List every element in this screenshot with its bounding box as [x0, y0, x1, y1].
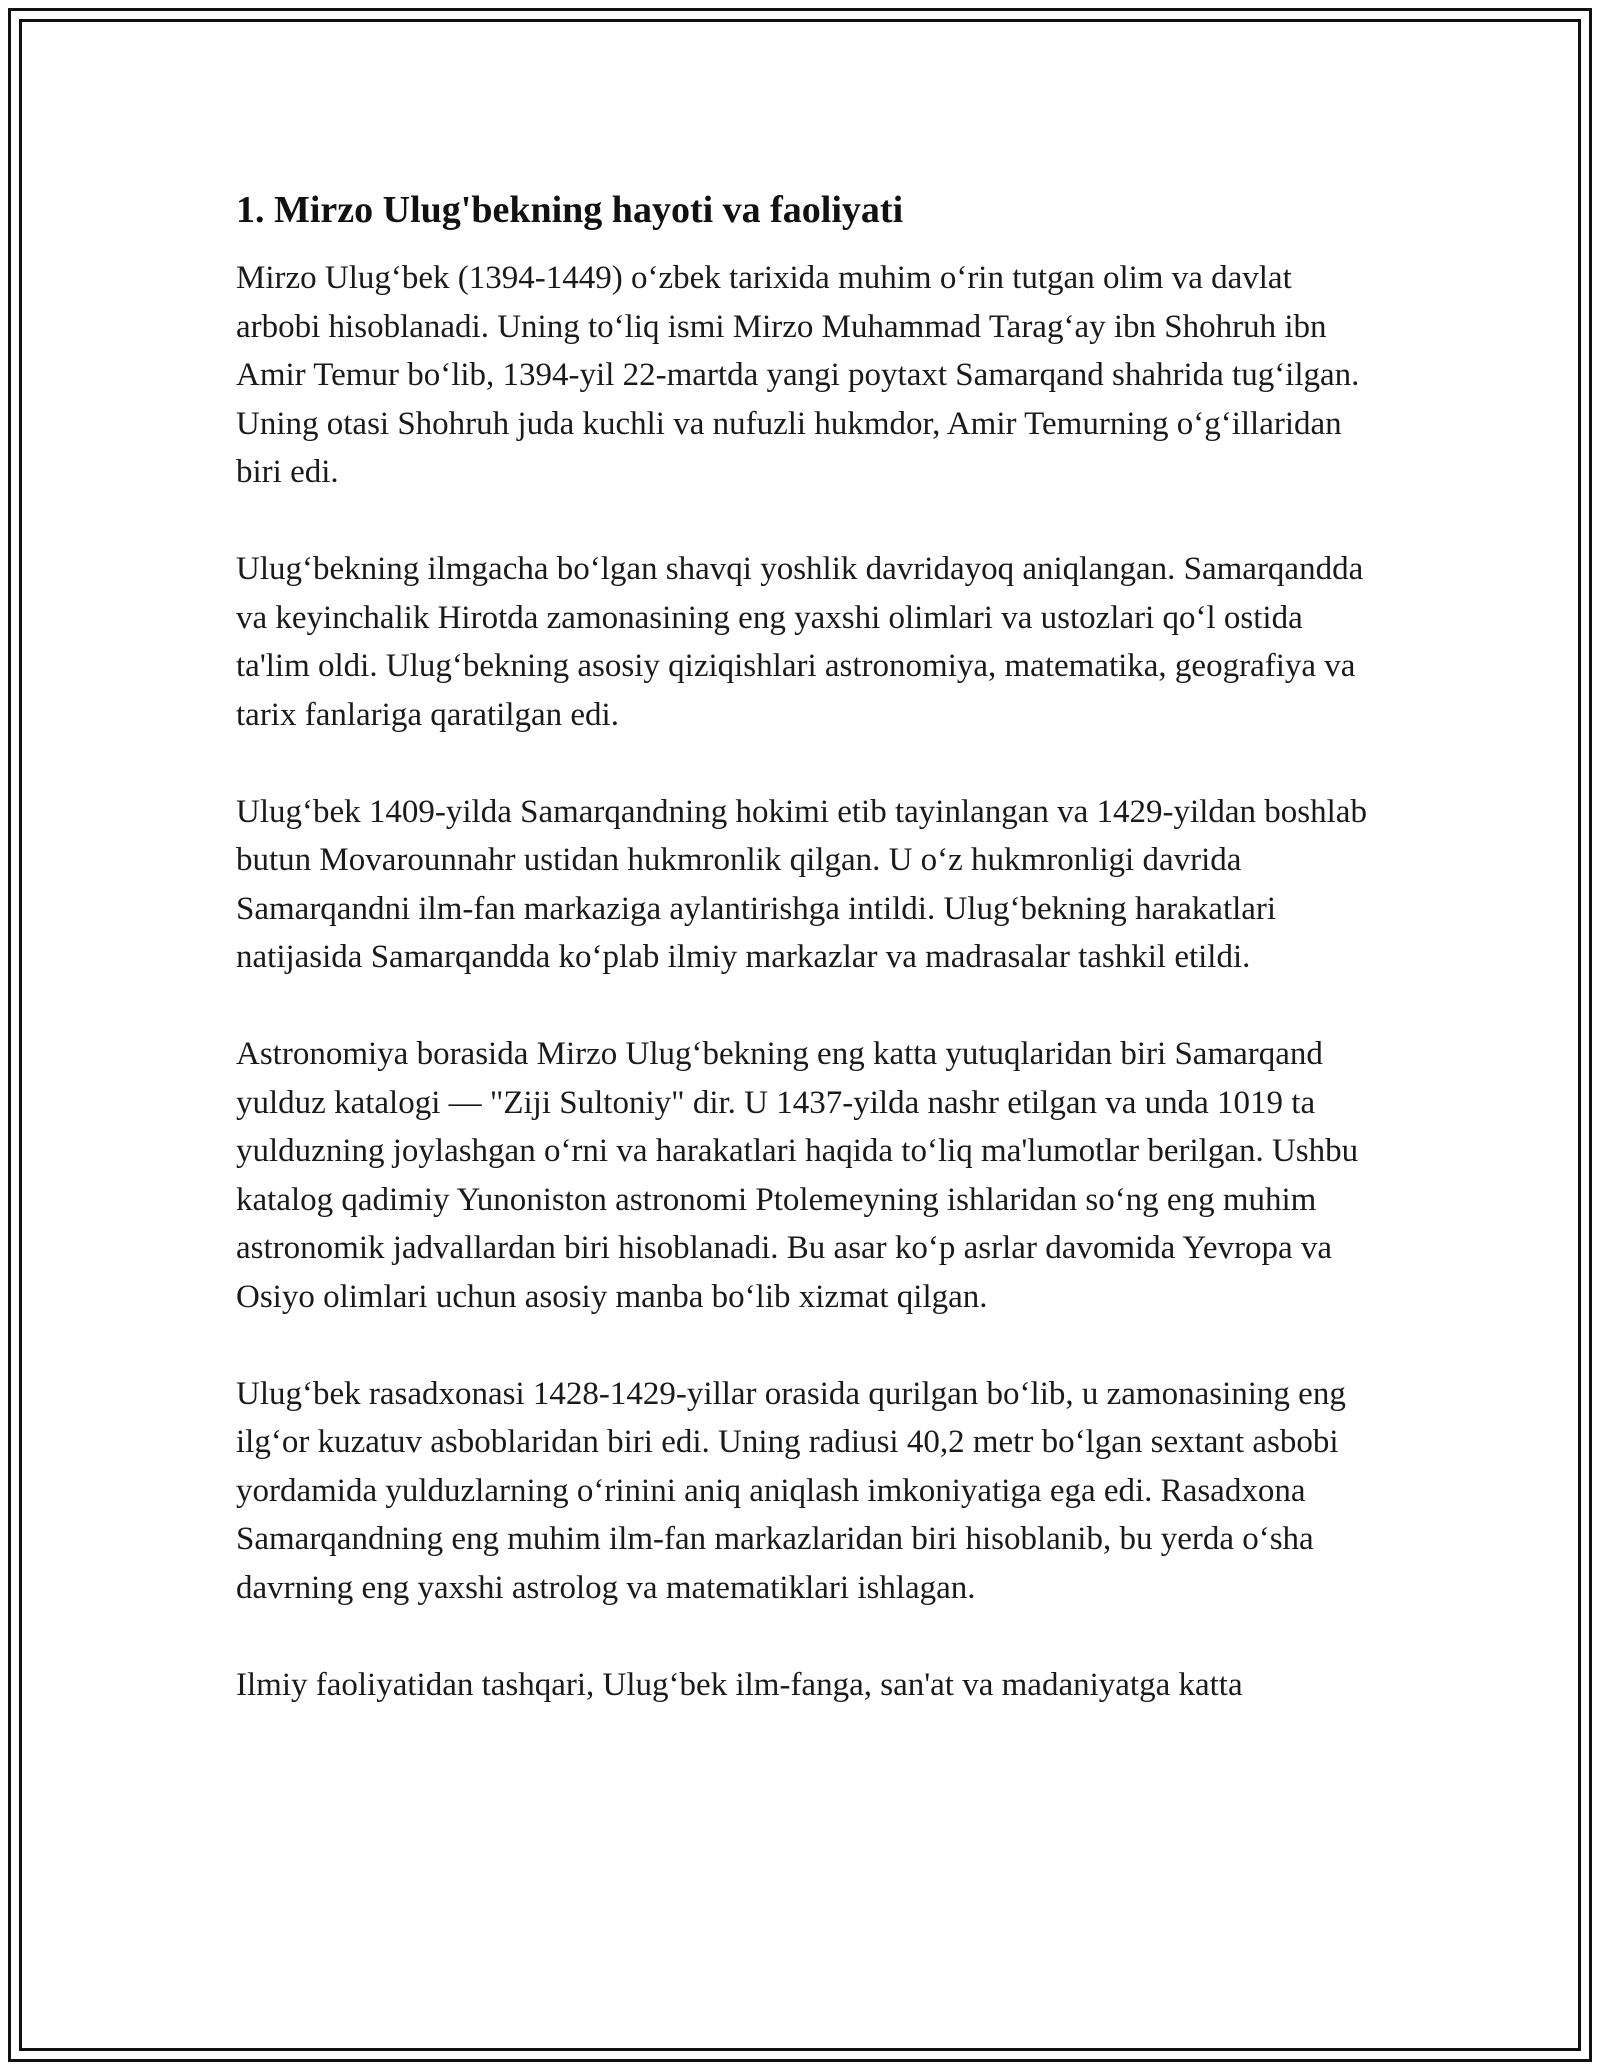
- paragraph-biography: Mirzo Ulug‘bek (1394-1449) o‘zbek tarixida muhim o‘rin tutgan olim va davlat arbobi hisoblanadi. Uning to‘liq ismi Mirzo Muhammad Tarag‘ay ibn Shohruh ibn Amir Temur bo‘lib, 1394-yil 22-martda yangi poytaxt Samarqand shahrida tug‘ilgan. Uning otasi Shohruh juda kuchli va nufuzli hukmdor, Amir Temurning o‘g‘illaridan biri edi.: [236, 260, 1360, 490]
- paragraph-star-catalogue: Astronomiya borasida Mirzo Ulug‘bekning eng katta yutuqlaridan biri Samarqand yulduz katalogi — "Ziji Sultoniy" dir. U 1437-yilda nashr etilgan va unda 1019 ta yulduzning joylashgan o‘rni va harakatlari haqida to‘liq ma'lumotlar berilgan. Ushbu katalog qadimiy Yunoniston astronomi Ptolemeyning ishlaridan so‘ng eng muhim astronomik jadvallardan biri hisoblanadi. Bu asar ko‘p asrlar davomida Yevropa va Osiyo olimlari uchun asosiy manba bo‘lib xizmat qilgan.: [236, 1036, 1359, 1315]
- paragraph-patronage: Ilmiy faoliyatidan tashqari, Ulug‘bek ilm-fanga, san'at va madaniyatga katta: [236, 1666, 1243, 1703]
- document-body: [236, 186, 1376, 1758]
- paragraph-observatory: Ulug‘bek rasadxonasi 1428-1429-yillar orasida qurilgan bo‘lib, u zamonasining eng ilg‘or kuzatuv asboblaridan biri edi. Uning radiusi 40,2 metr bo‘lgan sextant asbobi yordamida yulduzlarning o‘rinini aniq aniqlash imkoniyatiga ega edi. Rasadxona Samarqandning eng muhim ilm-fan markazlaridan biri hisoblanib, bu yerda o‘sha davrning eng yaxshi astrolog va matematiklari ishlagan.: [236, 1375, 1346, 1606]
- paragraph-education: Ulug‘bekning ilmgacha bo‘lgan shavqi yoshlik davridayoq aniqlangan. Samarqandda va keyinchalik Hirotda zamonasining eng yaxshi olimlari va ustozlari qo‘l ostida ta'lim oldi. Ulug‘bekning asosiy qiziqishlari astronomiya, matematika, geografiya va tarix fanlariga qaratilgan edi.: [236, 551, 1364, 733]
- section-heading: 1. Mirzo Ulug'bekning hayoti va faoliyati: [236, 189, 904, 231]
- paragraph-rule: Ulug‘bek 1409-yilda Samarqandning hokimi etib tayinlangan va 1429-yildan boshlab butun Movarounnahr ustidan hukmronlik qilgan. U o‘z hukmronligi davrida Samarqandni ilm-fan markaziga aylantirishga intildi. Ulug‘bekning harakatlari natijasida Samarqandda ko‘plab ilmiy markazlar va madrasalar tashkil etildi.: [236, 793, 1367, 975]
